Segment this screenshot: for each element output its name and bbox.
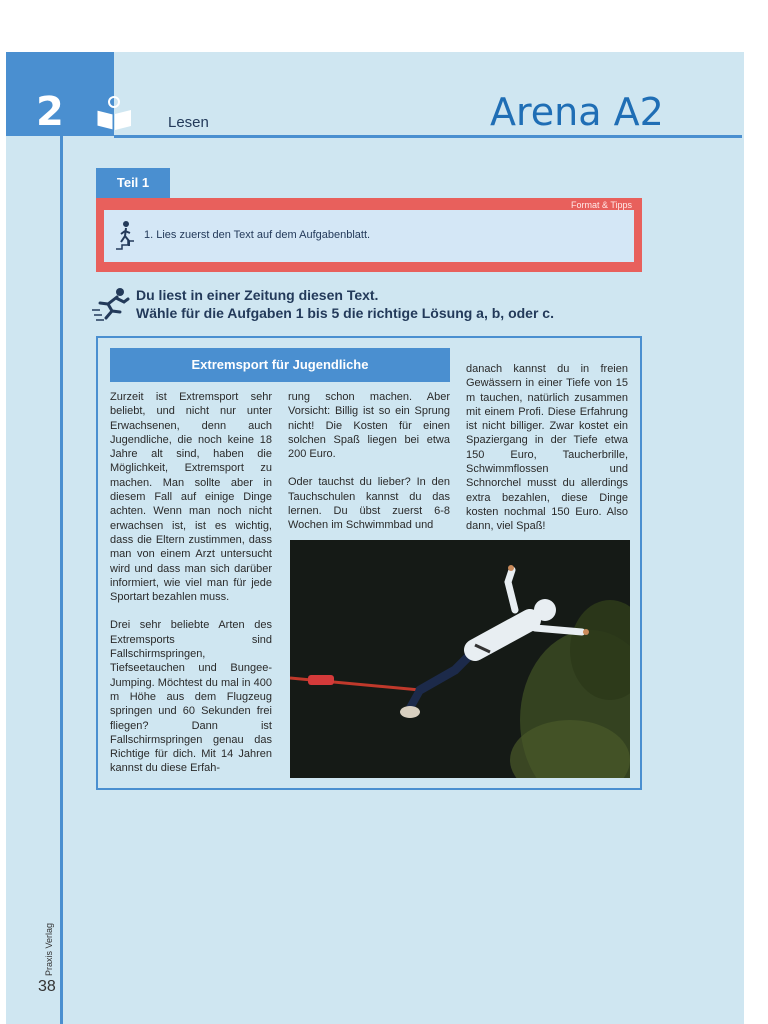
instruction-line-2: Wähle für die Aufgaben 1 bis 5 die richtige Lösung a, b, oder c. (136, 305, 554, 321)
article-paragraph: Drei sehr beliebte Arten des Extremsports sind Fallschirmspringen, Tiefseetauchen und Bungee-Jumping. Möchtest du mal in 400 m Höhe aus dem Flugzeug springen und 60 Sekunden frei fliegen? Dann ist Fallschirmspringen genau das Richtige für dich. Mit 14 Jahren kannst du diese Erfah- (110, 619, 272, 775)
tips-box (96, 198, 642, 272)
article-paragraph: Oder tauchst du lieber? In den Tauchschulen kannst du das lernen. Du übst zuerst 6-8 Wochen im Schwimmbad und (288, 476, 450, 532)
tips-inner (104, 210, 634, 262)
article-paragraph: rung schon machen. Aber Vorsicht: Billig ist so ein Sprung nicht! Die Kosten für einen solchen Spaß liegen bei etwa 200 Euro. (288, 391, 450, 461)
brand-title: Arena A2 (490, 90, 664, 134)
page-number: 38 (38, 978, 56, 995)
article-title: Extremsport für Jugendliche (110, 348, 450, 382)
bungee-jumping-photo (290, 540, 630, 778)
margin-rule (60, 136, 63, 1024)
publisher-label: Praxis Verlag (44, 922, 54, 976)
article-column-1 (110, 390, 272, 790)
article-column-3 (466, 362, 628, 548)
runner-icon (90, 286, 134, 322)
chapter-number: 2 (36, 89, 64, 135)
section-label: Lesen (168, 114, 209, 131)
instruction-line-1: Du liest in einer Zeitung diesen Text. (136, 287, 379, 303)
article-paragraph: Zurzeit ist Extremsport sehr beliebt, und nicht nur unter Erwachsenen, denn auch Jugendliche, die noch keine 18 Jahre alt sind, haben die Möglichkeit, Extremsport zu machen. Man sollte aber in diesem Fall auf einige Dinge achten. Wenn man noch nicht erwachsen ist, ist es wichtig, dass die Eltern zustimmen, dass man von einem Arzt untersucht wird und dass man sich darüber informiert, wie viel man für jede Sportart bezahlen muss. (110, 391, 272, 604)
header-rule (114, 135, 742, 138)
part-tab: Teil 1 (96, 168, 170, 198)
article-column-2 (288, 390, 450, 547)
reading-book-icon (94, 96, 134, 132)
stairs-walker-icon (116, 220, 138, 250)
tip-text: 1. Lies zuerst den Text auf dem Aufgabenblatt. (144, 229, 371, 241)
tips-label: Format & Tipps (570, 200, 632, 210)
article-paragraph: danach kannst du in freien Gewässern in einer Tiefe von 15 m tauchen, natürlich zusammen mit einem Profi. Diese Erfahrung ist nicht billiger. Zwar kostet ein Spaziergang in der Tiefe etwa 150 Euro, Taucherbrille, Schwimmflossen und Schnorchel musst du allerdings extra bezahlen, diese Dinge kosten nochmal 150 Euro. Also dann, viel Spaß! (466, 363, 628, 533)
